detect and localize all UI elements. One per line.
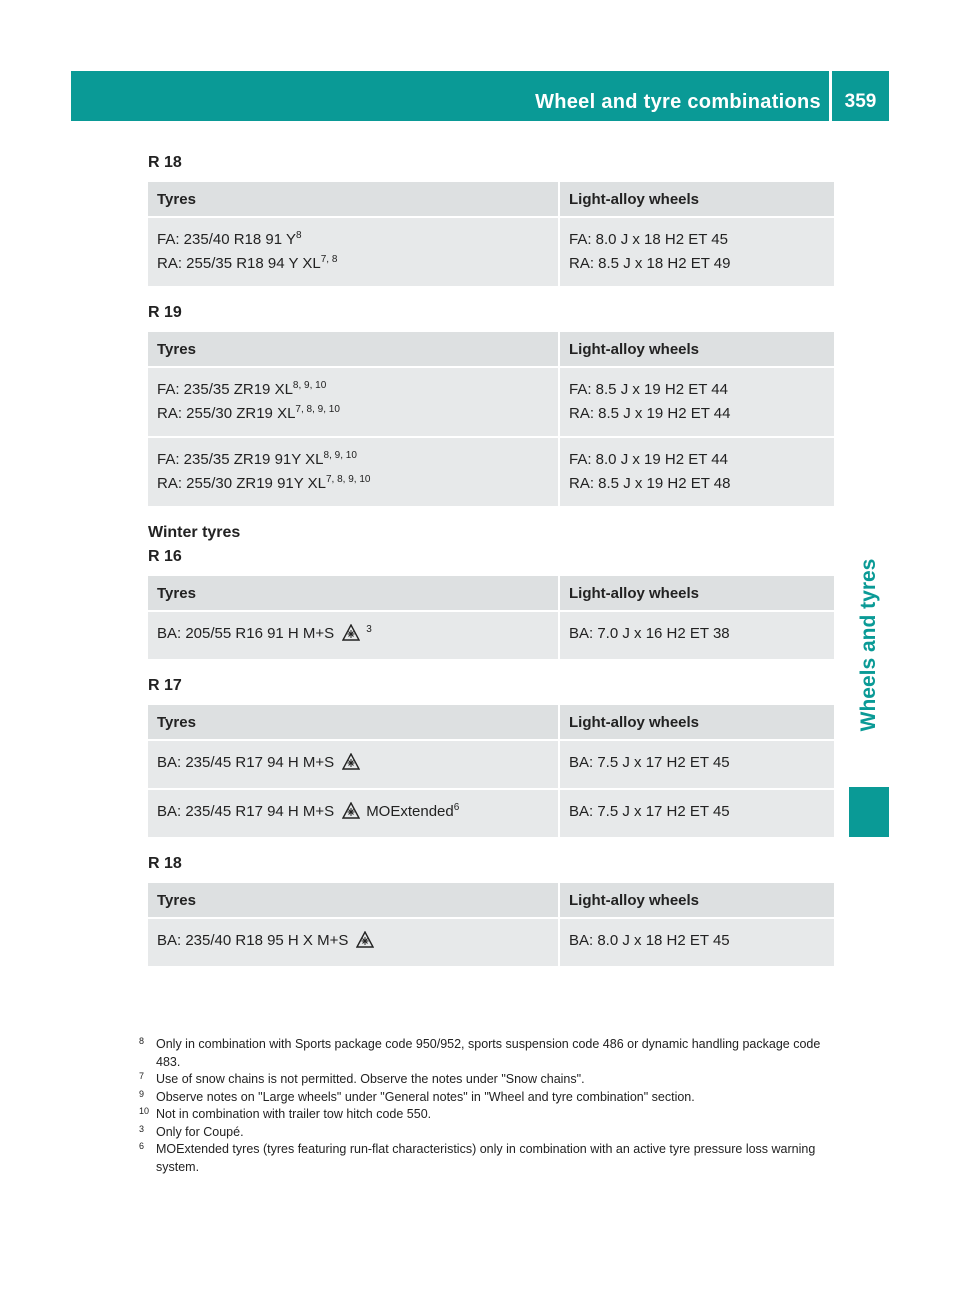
table-header-row [148,332,834,367]
tyre-spec: BA: 235/45 R17 94 H M+S [157,803,335,820]
side-tab [849,510,889,780]
table-row [148,789,834,838]
wheel-cell [559,367,834,437]
tyre-cell [148,217,559,287]
tyre-spec: BA: 235/45 R17 94 H M+S [157,754,335,771]
tyre-cell [148,367,559,437]
footnote-number: 8 [139,1036,145,1046]
column-header-wheels: Light-alloy wheels [559,332,834,367]
snowflake-mountain-icon [356,931,374,956]
section-label: R 18 [148,154,182,171]
footnote-text: MOExtended tyres (tyres featuring run-flat characteristics) only in combination with an active tyre pressure loss warning system. [156,1142,816,1174]
header-title: Wheel and tyre combinations [535,91,821,113]
section-label: R 18 [148,855,182,872]
footnote-text: Use of snow chains is not permitted. Observe the notes under "Snow chains". [156,1072,585,1086]
tyre-table [148,332,834,508]
tyre-spec: BA: 205/55 R16 91 H M+S [157,625,335,642]
tyre-table [148,576,834,661]
snowflake-mountain-icon [342,753,360,778]
page-number: 359 [844,91,877,112]
footnote-number: 7 [139,1071,145,1081]
content [148,152,834,968]
section-label: R 19 [148,304,182,321]
tyre-cell [148,918,559,967]
footnote-ref: 8, 9, 10 [323,450,357,461]
table-row [148,217,834,287]
tyre-cell [148,611,559,660]
footnote-number: 6 [139,1141,145,1151]
wheel-rear: RA: 8.5 J x 19 H2 ET 48 [569,475,731,492]
table-row [148,367,834,437]
footnote-ref: 6 [453,802,460,813]
footnote [139,1106,835,1124]
footnote-ref: 8 [296,230,302,241]
table-header-row [148,883,834,918]
footnote [139,1036,835,1071]
table-row [148,611,834,660]
footnote-text: Observe notes on "Large wheels" under "General notes" in "Wheel and tyre combination" section. [156,1089,695,1104]
tyre-suffix: MOExtended [366,803,454,820]
page-header [71,71,889,121]
side-tab-label: Wheels and tyres [857,558,880,732]
tyre-front: FA: 235/35 ZR19 XL [157,381,293,398]
footnote-text: Not in combination with trailer tow hitch code 550. [156,1107,432,1121]
column-header-wheels: Light-alloy wheels [559,883,834,918]
table-header-row [148,182,834,217]
side-tab-marker [849,787,889,837]
table-header-row [148,576,834,611]
footnote-number: 3 [139,1123,145,1134]
footnote-number: 10 [139,1106,150,1116]
footnote-text: Only in combination with Sports package code 950/952, sports suspension code 486 or dynamic handling package code 483. [156,1037,821,1069]
wheel-rear: RA: 8.5 J x 19 H2 ET 44 [569,405,731,422]
tyre-table [148,883,834,968]
footnote [139,1071,835,1089]
wheel-cell: BA: 8.0 J x 18 H2 ET 45 [559,918,834,967]
footnote [139,1124,835,1142]
column-header-tyres: Tyres [148,883,559,918]
wheel-front: FA: 8.0 J x 18 H2 ET 45 [569,231,728,248]
tyre-table [148,705,834,839]
footnote [139,1089,835,1107]
column-header-wheels: Light-alloy wheels [559,705,834,740]
tyre-cell [148,789,559,838]
table-header-row [148,705,834,740]
tyre-front: FA: 235/35 ZR19 91Y XL [157,451,324,468]
tyre-rear: RA: 255/30 ZR19 91Y XL [157,475,326,492]
wheel-front: FA: 8.0 J x 19 H2 ET 44 [569,451,728,468]
footnote-ref: 8, 9, 10 [292,380,327,391]
column-header-tyres: Tyres [148,705,559,740]
column-header-tyres: Tyres [148,182,559,217]
tyre-front: FA: 235/40 R18 91 Y [157,231,296,248]
wheel-cell: BA: 7.5 J x 17 H2 ET 45 [559,789,834,838]
footnote [139,1141,835,1176]
column-header-wheels: Light-alloy wheels [559,576,834,611]
wheel-rear: RA: 8.5 J x 18 H2 ET 49 [569,255,731,272]
wheel-cell: BA: 7.0 J x 16 H2 ET 38 [559,611,834,660]
snowflake-mountain-icon [342,802,360,827]
footnote-text: Only for Coupé. [156,1124,244,1139]
tyre-rear: RA: 255/30 ZR19 XL [157,405,296,422]
column-header-tyres: Tyres [148,576,559,611]
wheel-cell [559,217,834,287]
section-label: R 16 [148,548,182,565]
table-row [148,740,834,789]
tyre-cell [148,740,559,789]
table-row [148,437,834,507]
column-header-tyres: Tyres [148,332,559,367]
wheel-front: FA: 8.5 J x 19 H2 ET 44 [569,381,728,398]
winter-tyres-heading: Winter tyres [148,524,241,541]
column-header-wheels: Light-alloy wheels [559,182,834,217]
snowflake-mountain-icon [342,624,360,649]
footnotes [139,1036,835,1176]
tyre-cell [148,437,559,507]
tyre-table [148,182,834,288]
footnote-number: 9 [139,1088,145,1099]
tyre-spec: BA: 235/40 R18 95 H X M+S [157,932,349,949]
tyre-rear: RA: 255/35 R18 94 Y XL [157,255,321,272]
footnote-ref: 3 [366,624,372,635]
table-row [148,918,834,967]
footnote-ref: 7, 8 [320,254,338,265]
wheel-cell: BA: 7.5 J x 17 H2 ET 45 [559,740,834,789]
section-label: R 17 [148,677,182,694]
wheel-cell [559,437,834,507]
footnote-ref: 7, 8, 9, 10 [326,474,371,485]
footnote-ref: 7, 8, 9, 10 [295,404,340,415]
